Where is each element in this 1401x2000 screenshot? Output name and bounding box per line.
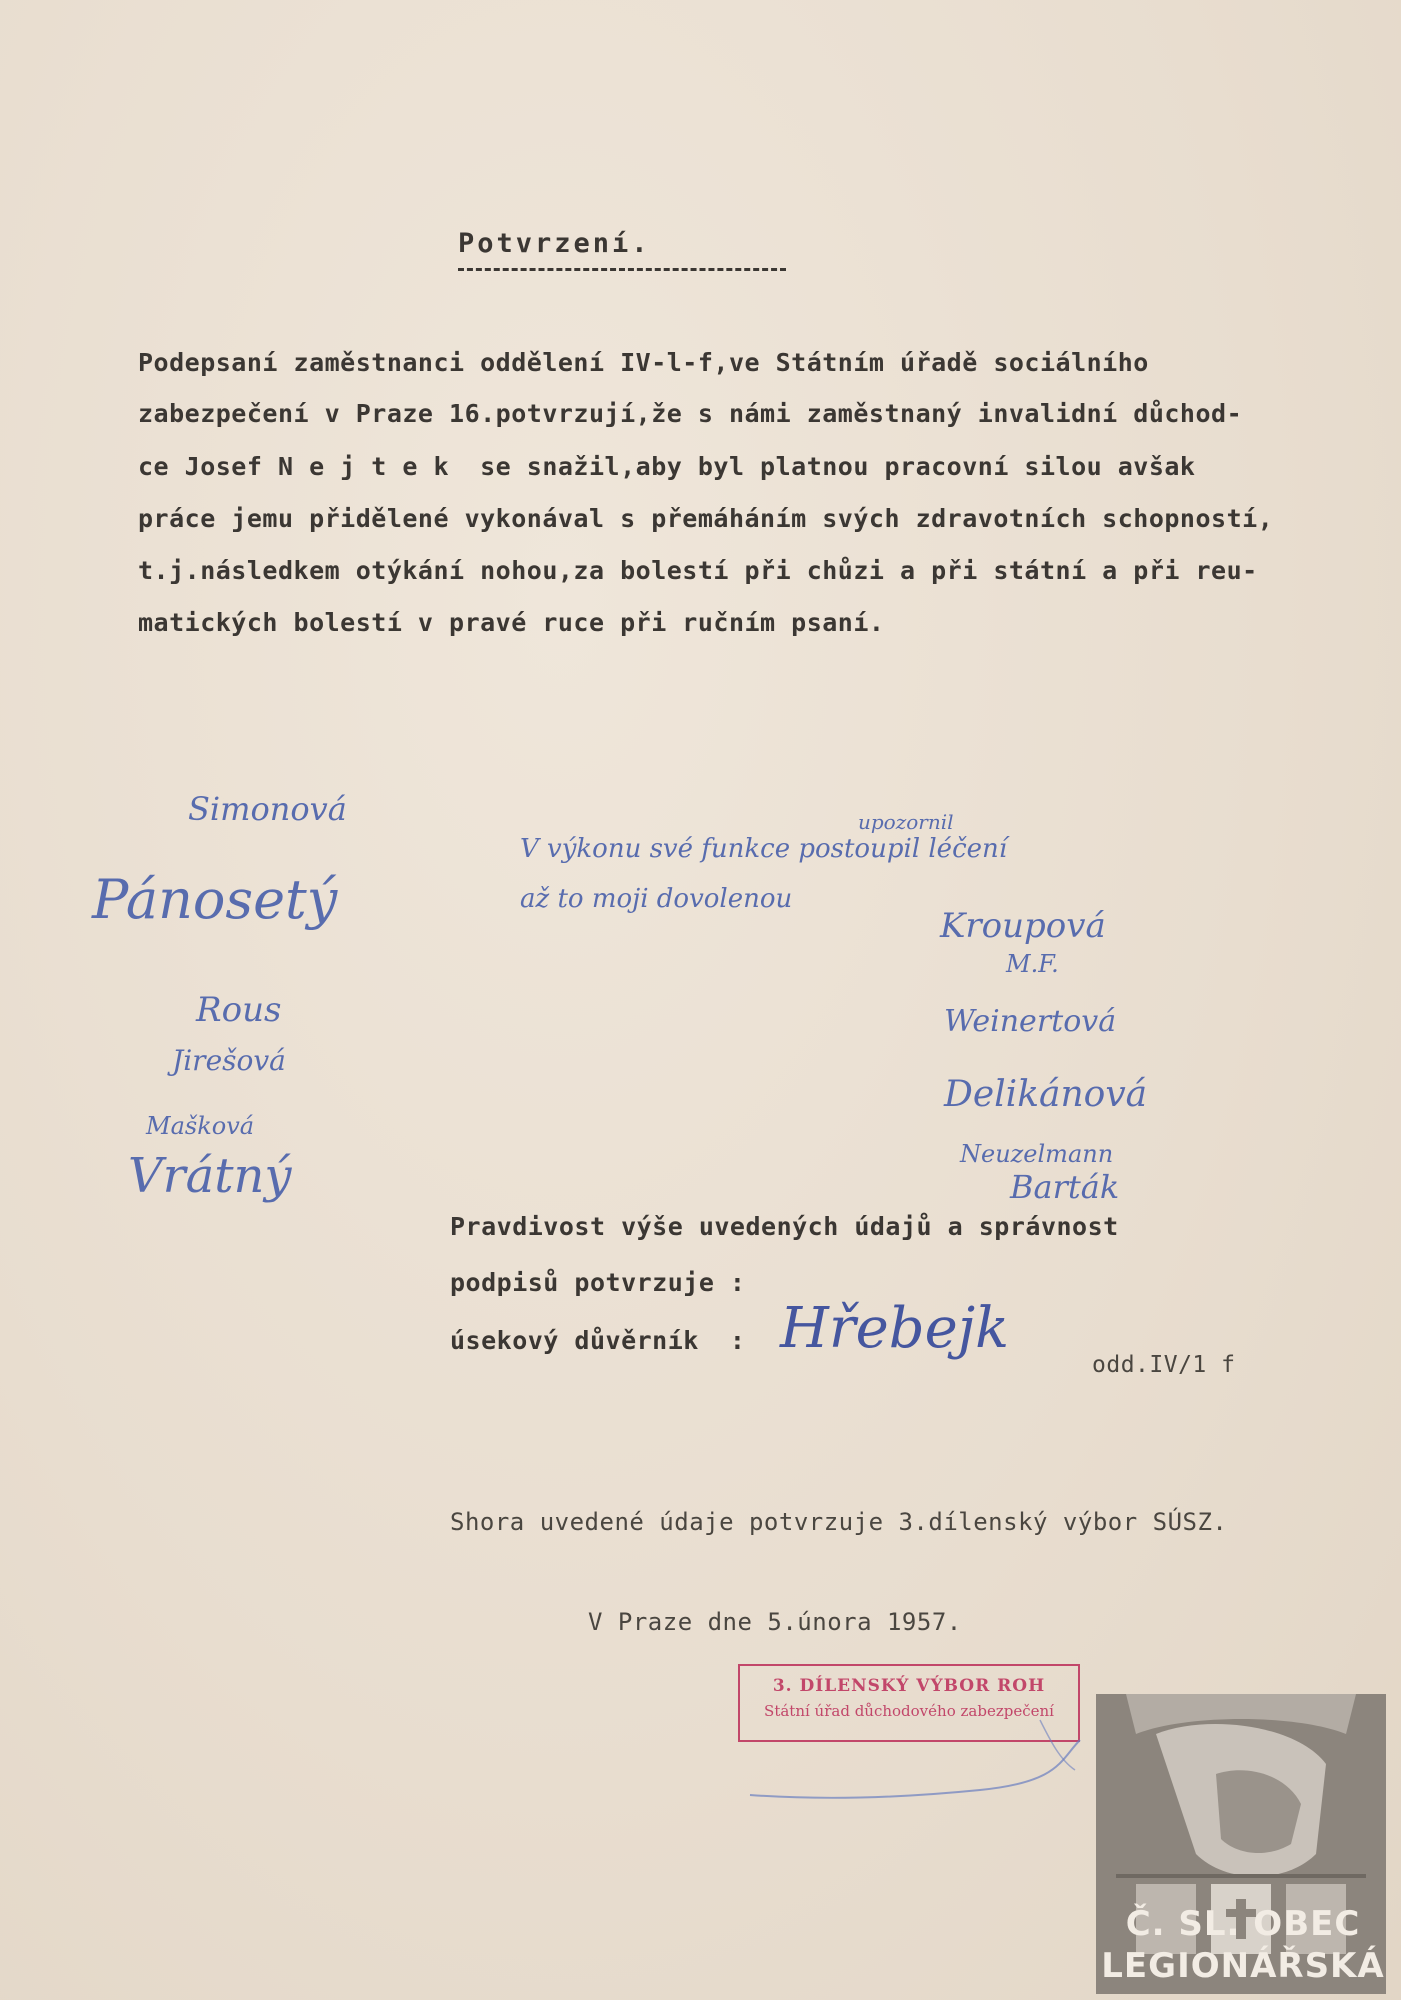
department-label: odd.IV/1 f [1092,1352,1236,1378]
handwritten-insert: upozornil [858,810,954,834]
body-line-4: práce jemu přidělené vykonával s přemáháním svých zdravotních schopností, [138,504,1274,533]
stamp-signature-scribble [740,1700,1100,1810]
handwritten-note-line-1: V výkonu své funkce postoupil léčení [520,834,1008,864]
handwritten-note-line-2: až to moji dovolenou [520,884,793,914]
stamp-line-2: Státní úřad důchodového zabezpečení [764,1702,1054,1720]
signature-right-2: M.F. [1006,950,1059,978]
signature-right-5: Neuzelmann [960,1140,1114,1168]
signature-left-2: Pánosetý [92,868,338,931]
body-line-2: zabezpečení v Praze 16.potvrzují,že s námi zaměstnaný invalidní důchod- [138,399,1243,428]
date-line: V Praze dne 5.února 1957. [588,1608,962,1636]
body-line-5: t.j.následkem otýkání nohou,za bolestí při chůzi a při státní a při reu- [138,556,1258,585]
body-line-3: ce Josef N e j t e k se snažil,aby byl platnou pracovní silou avšak [138,452,1196,481]
stamp-line-1: 3. DÍLENSKÝ VÝBOR ROH [772,1676,1046,1696]
signature-left-1: Simonová [188,790,347,828]
document-title: Potvrzení. [458,228,651,259]
title-underline [458,268,786,271]
signature-right-1: Kroupová [940,906,1106,946]
trustee-signature: Hřebejk [780,1296,1010,1361]
signature-left-3: Rous [196,990,282,1030]
body-line-1: Podepsaní zaměstnanci oddělení IV-l-f,ve Státním úřadě sociálního [138,348,1149,377]
signature-left-4: Jirešová [172,1044,286,1077]
watermark-line-2: LEGIONÁŘSKÁ [1101,1946,1385,1986]
signature-right-3: Weinertová [944,1004,1117,1039]
attest-line-1: Pravdivost výše uvedených údajů a správnost [450,1212,1119,1241]
attest-line-3: úsekový důvěrník : [450,1326,746,1355]
attest-line-2: podpisů potvrzuje : [450,1268,746,1297]
signature-left-5: Mašková [146,1112,255,1140]
body-line-6: matických bolestí v pravé ruce při ručním psaní. [138,608,885,637]
watermark-line-1: Č. SL. OBEC [1125,1904,1361,1944]
signature-right-4: Delikánová [944,1074,1148,1115]
signature-right-6: Barták [1010,1168,1120,1206]
committee-confirmation: Shora uvedené údaje potvrzuje 3.dílenský výbor SÚSZ. [450,1508,1228,1536]
signature-left-6: Vrátný [128,1148,292,1204]
